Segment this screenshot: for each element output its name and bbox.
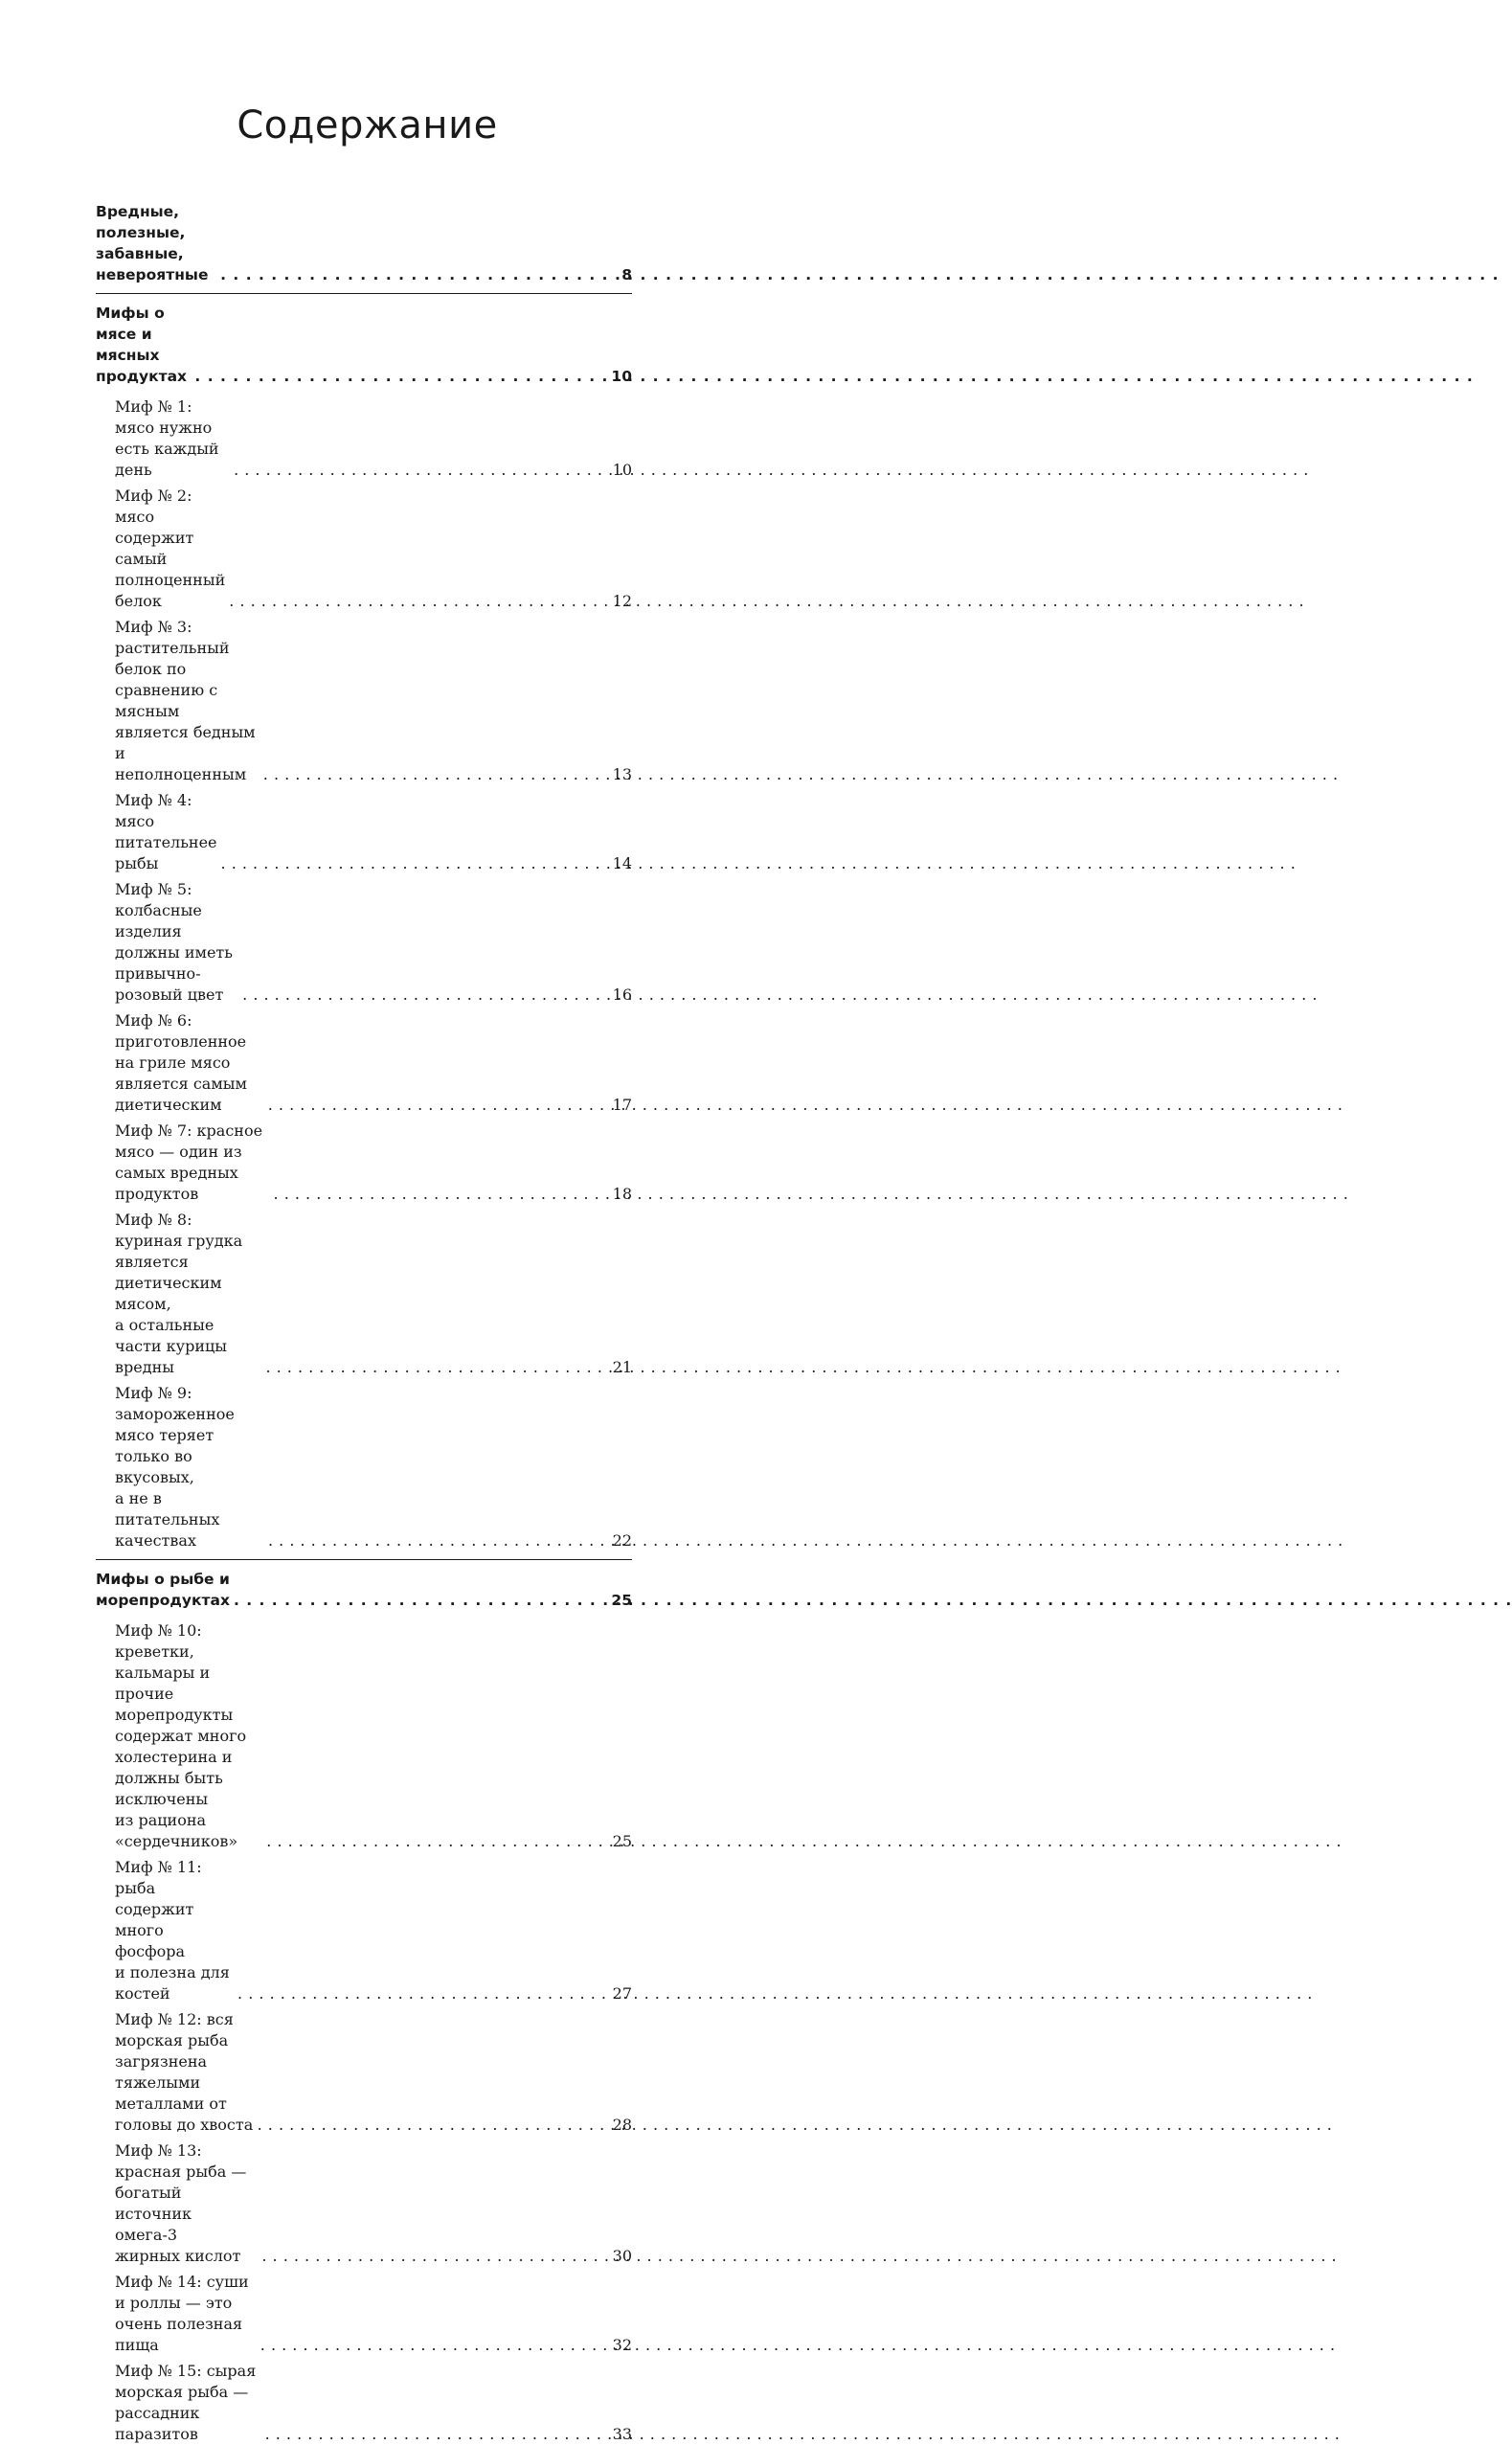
toc-page-number: 25	[612, 1832, 632, 1850]
toc-entry[interactable]	[96, 617, 632, 785]
toc-page-number: 32	[612, 2336, 632, 2354]
dot-leader	[234, 1590, 607, 1611]
dot-leader	[268, 1530, 609, 1551]
dot-leader	[229, 591, 608, 612]
toc-entry-title: Миф № 14: суши и роллы — это очень полезная пища	[115, 2273, 249, 2354]
toc-page-number: 21	[612, 1358, 632, 1376]
toc-page-number: 25	[611, 1592, 632, 1609]
toc-entry-title: Миф № 2: мясо содержит самый полноценный белок	[115, 487, 226, 610]
table-of-contents	[96, 201, 632, 2445]
toc-entry[interactable]	[96, 1210, 632, 1378]
toc-page-number: 10	[612, 461, 632, 479]
dot-leader	[258, 2115, 609, 2136]
dot-leader	[266, 1831, 608, 1852]
toc-section-intro[interactable]	[96, 201, 632, 285]
toc-entry[interactable]	[96, 790, 632, 874]
toc-entry[interactable]	[96, 2140, 632, 2267]
toc-section-fish[interactable]	[96, 1569, 632, 1611]
dot-leader	[268, 1095, 609, 1116]
toc-entry-title: Миф № 12: вся морская рыба загрязнена тяжелыми металлами от головы до хвоста	[115, 2010, 254, 2134]
toc-entry[interactable]	[96, 2009, 632, 2136]
toc-page-number: 18	[612, 1185, 632, 1203]
page-title: Содержание	[237, 103, 498, 147]
toc-entry-title: Миф № 7: красное мясо — один из самых вредных продуктов	[115, 1121, 263, 1203]
toc-page-number: 17	[612, 1096, 632, 1114]
book-page	[0, 0, 734, 2443]
dot-leader	[221, 853, 609, 874]
toc-entry-title: Миф № 11: рыба содержит много фосфора и полезна для костей	[115, 1858, 230, 2003]
dot-leader	[261, 2246, 608, 2267]
toc-entry[interactable]	[96, 486, 632, 612]
dot-leader	[265, 2424, 609, 2445]
section-divider	[96, 1559, 632, 1560]
dot-leader	[234, 460, 609, 481]
toc-page-number: 16	[612, 985, 632, 1004]
toc-entry-title: Миф № 8: куриная грудка является диетическим мясом, а остальные части курицы вредны	[115, 1211, 243, 1376]
toc-page-number: 13	[612, 765, 632, 783]
toc-entry-title: Миф № 1: мясо нужно есть каждый день	[115, 397, 219, 479]
toc-entry[interactable]	[96, 879, 632, 1006]
dot-leader	[237, 1983, 609, 2004]
dot-leader	[220, 264, 618, 285]
toc-page-number: 33	[612, 2425, 632, 2443]
toc-entry-title: Миф № 6: приготовленное на гриле мясо является самым диетическим	[115, 1011, 247, 1114]
toc-page-number: 22	[612, 1531, 632, 1550]
toc-page-number: 10	[611, 368, 632, 385]
toc-entry-title: Миф № 4: мясо питательнее рыбы	[115, 791, 217, 872]
toc-page-number: 8	[621, 266, 632, 283]
toc-entry[interactable]	[96, 1383, 632, 1551]
toc-entry[interactable]	[96, 1857, 632, 2004]
dot-leader	[194, 366, 607, 387]
toc-section-meat[interactable]	[96, 303, 632, 387]
toc-page-number: 27	[612, 1984, 632, 2003]
toc-entry[interactable]	[96, 2361, 632, 2445]
toc-entry[interactable]	[96, 396, 632, 481]
toc-entry-title: Миф № 3: растительный белок по сравнению с мясным является бедным и неполноценным	[115, 618, 256, 783]
toc-entry-title: Миф № 15: сырая морская рыба — рассадник паразитов	[115, 2362, 257, 2443]
toc-page-number: 28	[612, 2116, 632, 2134]
dot-leader	[242, 985, 608, 1006]
toc-entry-title: Миф № 5: колбасные изделия должны иметь привычно-розовый цвет	[115, 880, 233, 1004]
toc-entry-title: Миф № 9: замороженное мясо теряет только во вкусовых, а не в питательных качествах	[115, 1384, 235, 1550]
toc-entry[interactable]	[96, 2272, 632, 2356]
dot-leader	[265, 1357, 608, 1378]
dot-leader	[260, 2335, 609, 2356]
toc-section-title: Мифы о рыбе и морепродуктах	[96, 1571, 230, 1609]
toc-page-number: 30	[612, 2247, 632, 2265]
toc-entry-title: Миф № 13: красная рыба — богатый источник омега-3 жирных кислот	[115, 2141, 247, 2265]
toc-page-number: 14	[612, 854, 632, 872]
section-divider	[96, 293, 632, 294]
toc-entry[interactable]	[96, 1121, 632, 1205]
toc-section-title: Вредные, полезные, забавные, невероятные	[96, 203, 209, 283]
toc-section-title: Мифы о мясе и мясных продуктах	[96, 305, 188, 385]
toc-entry-title: Миф № 10: креветки, кальмары и прочие морепродукты содержат много холестерина и должны быть исключены из рациона «сердечников»	[115, 1621, 247, 1850]
toc-entry[interactable]	[96, 1620, 632, 1852]
dot-leader	[274, 1184, 609, 1205]
dot-leader	[263, 764, 609, 785]
toc-page-number: 12	[612, 592, 632, 610]
toc-entry[interactable]	[96, 1010, 632, 1116]
